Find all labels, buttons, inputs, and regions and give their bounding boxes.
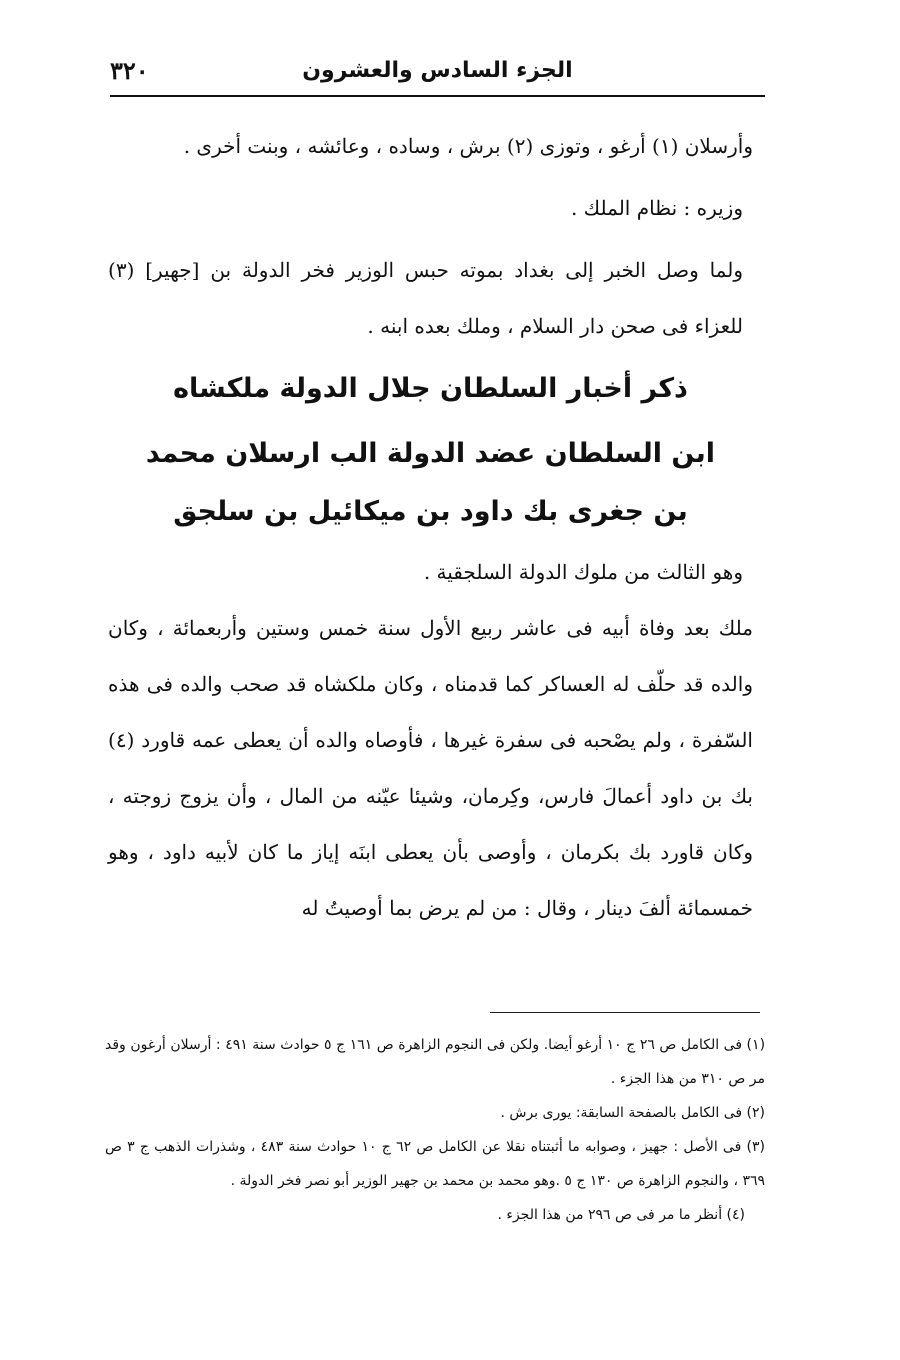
main-text	[108, 118, 753, 936]
footnote-3: (٣) فى الأصل : جهيز ، وصوابه ما أثبتناه نقلا عن الكامل ص ٦٢ ج ١٠ حوادث سنة ٤٨٣ ، وشذرات الذهب ج ٣ ص ٣٦٩ ، والنجوم الزاهرة ص ١٣٠ ج ٥ .وهو محمد بن محمد بن جهير الوزير أبو نصر فخر الدولة .	[105, 1139, 765, 1189]
footnote-4: (٤) أنظر ما مر فى ص ٢٩٦ من هذا الجزء .	[497, 1207, 745, 1223]
page-number: ٣٢٠	[110, 56, 149, 85]
paragraph-news-baghdad: ولما وصل الخبر إلى بغداد بموته حبس الوزير فخر الدولة بن [جهير] (٣) للعزاء فى صحن دار السلام ، وملك بعده ابنه .	[108, 258, 743, 338]
footnote-1: (١) فى الكامل ص ٢٦ ج ١٠ أرغو أيضا. ولكن فى النجوم الزاهرة ص ١٦١ ج ٥ حوادث سنة ٤٩١ : أرسلان أرغون وقد مر ص ٣١٠ من هذا الجزء .	[105, 1037, 766, 1087]
section-heading: ذكر أخبار السلطان جلال الدولة ملكشاه	[173, 373, 688, 404]
footnote-2: (٢) فى الكامل بالصفحة السابقة: يورى برش .	[500, 1105, 765, 1121]
paragraph-reign-start: ملك بعد وفاة أبيه فى عاشر ربيع الأول سنة خمس وستين وأربعمائة ، وكان والده قد حلّف له العساكر كما قدمناه ، وكان ملكشاه قد صحب والده فى هذه السّفرة ، ولم يصْحبه فى سفرة غيرها ، فأوصاه والده أن يعطى عمه قاورد (٤) بك بن داود أعمالَ فارس، وكِرمان، وشيئا عيّنه من المال ، وأن يزوج زوجته ، وكان قاورد بك بكرمان ، وأوصى بأن يعطى ابنَه إياز ما كان لأبيه داود ، وهو خمسمائة ألفَ دينار ، وقال : من لم يرض بما أوصيتُ له	[108, 616, 753, 920]
running-title: الجزء السادس والعشرون	[302, 58, 573, 83]
paragraph-third-king: وهو الثالث من ملوك الدولة السلجقية .	[423, 560, 743, 584]
page-header	[110, 50, 765, 97]
paragraph-children-list: وأرسلان (١) أرغو ، وتوزى (٢) برش ، وساده ، وعائشه ، وبنت أخرى .	[183, 134, 753, 158]
paragraph-vizier: وزيره : نظام الملك .	[570, 196, 743, 220]
footnotes	[105, 1028, 765, 1232]
section-subheading-line2: بن جغرى بك داود بن ميكائيل بن سلجق	[173, 496, 688, 527]
section-subheading-line1: ابن السلطان عضد الدولة الب ارسلان محمد	[145, 438, 716, 469]
footnote-divider	[490, 1012, 760, 1013]
